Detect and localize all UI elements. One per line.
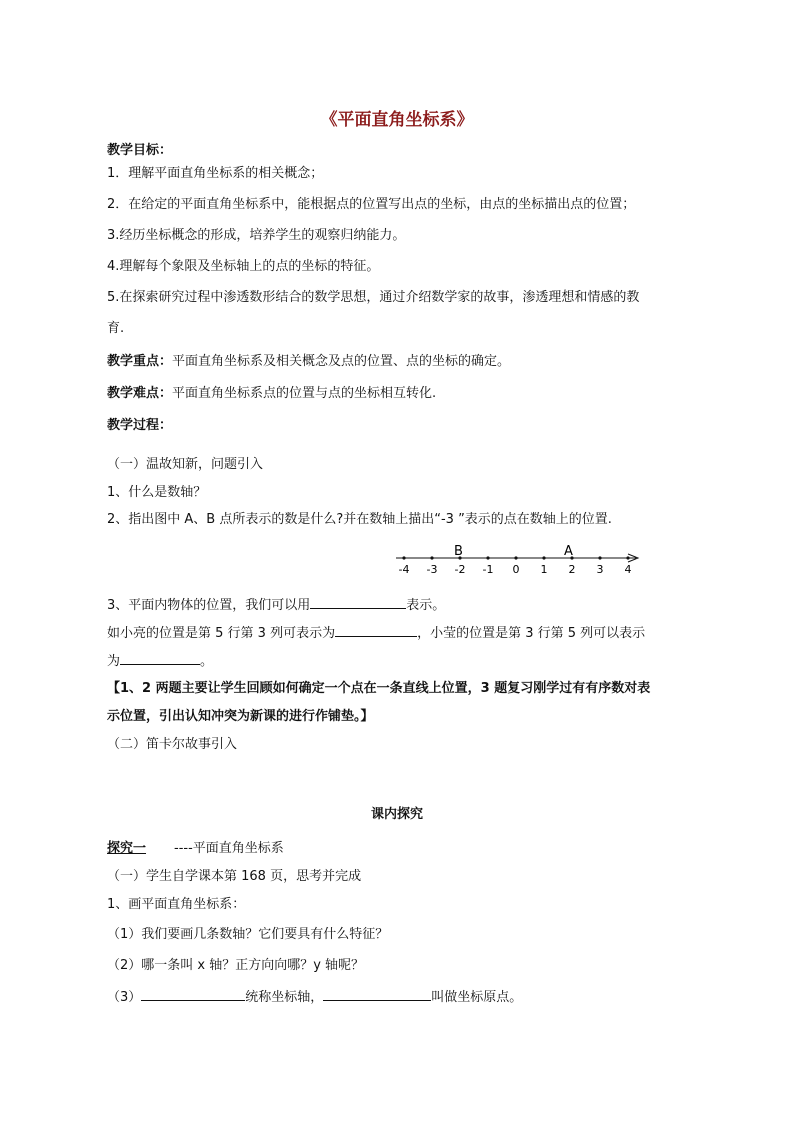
- question-3-line-3-a: 为: [107, 654, 121, 669]
- section-1-heading: （一）温故知新，问题引入: [107, 457, 264, 472]
- objective-1: 1．理解平面直角坐标系的相关概念；: [107, 166, 324, 181]
- point-b-label: B: [454, 544, 463, 559]
- section-2-heading: （二）笛卡尔故事引入: [107, 737, 238, 752]
- note-line-1: 【1、2 两题主要让学生回顾如何确定一个点在一条直线上位置，3 题复习刚学过有有序数对表: [107, 681, 651, 696]
- key-point: [107, 353, 510, 371]
- tick-mark: [514, 556, 517, 559]
- question-3-line-2: [107, 624, 645, 643]
- question-3-line-2-a: 如小亮的位置是第 5 行第 3 列可表示为: [107, 626, 336, 641]
- tick-label: -3: [426, 563, 438, 576]
- question-3-text-a: 3、平面内物体的位置，我们可以用: [107, 598, 311, 613]
- question-3-line-3-b: 。: [200, 654, 214, 669]
- process-heading: 教学过程：: [107, 418, 173, 433]
- tick-mark: [626, 556, 629, 559]
- answer-blank-4[interactable]: [141, 988, 245, 1001]
- draw-instruction: 1、画平面直角坐标系：: [107, 897, 246, 912]
- tick-label: 2: [568, 563, 576, 576]
- objective-4: 4.理解每个象限及坐标轴上的点的坐标的特征。: [107, 259, 380, 274]
- sub-question-3-c: 叫做坐标原点。: [431, 990, 523, 1005]
- question-3: [107, 596, 445, 615]
- tick-label: 4: [624, 563, 632, 576]
- objective-3: 3.经历坐标概念的形成，培养学生的观察归纳能力。: [107, 228, 406, 243]
- objective-2: 2．在给定的平面直角坐标系中，能根据点的位置写出点的坐标，由点的坐标描出点的位置；: [107, 197, 636, 212]
- difficulty: [107, 385, 436, 403]
- sub-question-3-b: 统称坐标轴，: [245, 990, 324, 1005]
- tick-mark: [402, 556, 405, 559]
- question-3-line-2-b: ，小莹的位置是第 3 行第 5 列可以表示: [417, 626, 646, 641]
- tick-mark: [598, 556, 601, 559]
- tick-label: 1: [540, 563, 548, 576]
- tick-mark: [542, 556, 545, 559]
- key-point-text: 平面直角坐标系及相关概念及点的位置、点的坐标的确定。: [172, 354, 511, 369]
- question-2: 2、指出图中 A、B 点所表示的数是什么?并在数轴上描出“-3 ”表示的点在数轴上的位置.: [107, 512, 612, 527]
- explore-1-label: 探究一: [107, 841, 147, 856]
- sub-question-2: （2）哪一条叫 x 轴？正方向向哪？y 轴呢？: [107, 958, 365, 973]
- tick-label: 3: [596, 563, 604, 576]
- number-line-ticks: [399, 556, 632, 576]
- tick-label: 0: [512, 563, 520, 576]
- question-3-text-b: 表示。: [406, 598, 446, 613]
- tick-mark: [430, 556, 433, 559]
- tick-label: -2: [454, 563, 466, 576]
- objective-5: 5.在探索研究过程中渗透数形结合的数学思想，通过介绍数学家的故事，渗透理想和情感的教: [107, 290, 640, 305]
- tick-mark: [486, 556, 489, 559]
- difficulty-text: 平面直角坐标系点的位置与点的坐标相互转化.: [172, 386, 437, 401]
- number-line-figure: [392, 540, 642, 576]
- explore-heading: 课内探究: [370, 807, 423, 822]
- explore-1-title: ----平面直角坐标系: [174, 841, 284, 856]
- point-a-label: A: [564, 544, 573, 559]
- document-title: 《平面直角坐标系》: [320, 110, 474, 130]
- objectives-heading: 教学目标：: [107, 143, 173, 158]
- question-1: 1、什么是数轴？: [107, 485, 207, 500]
- sub-question-1: （1）我们要画几条数轴？它们要具有什么特征？: [107, 927, 389, 942]
- difficulty-label: 教学难点：: [107, 386, 173, 401]
- answer-blank-5[interactable]: [323, 988, 431, 1001]
- tick-label: -1: [482, 563, 494, 576]
- key-point-label: 教学重点：: [107, 354, 173, 369]
- answer-blank-2[interactable]: [335, 624, 417, 637]
- tick-label: -4: [398, 563, 410, 576]
- sub-question-3-a: （3）: [107, 990, 142, 1005]
- explore-1-line: [107, 840, 284, 858]
- self-study-instruction: （一）学生自学课本第 168 页，思考并完成: [107, 869, 362, 884]
- question-3-line-3: [107, 652, 213, 671]
- sub-question-3: [107, 988, 522, 1007]
- note-line-2: 示位置，引出认知冲突为新课的进行作铺垫。】: [107, 709, 374, 724]
- objective-5-cont: 育.: [107, 321, 125, 336]
- answer-blank-3[interactable]: [120, 652, 200, 665]
- answer-blank-1[interactable]: [310, 596, 406, 609]
